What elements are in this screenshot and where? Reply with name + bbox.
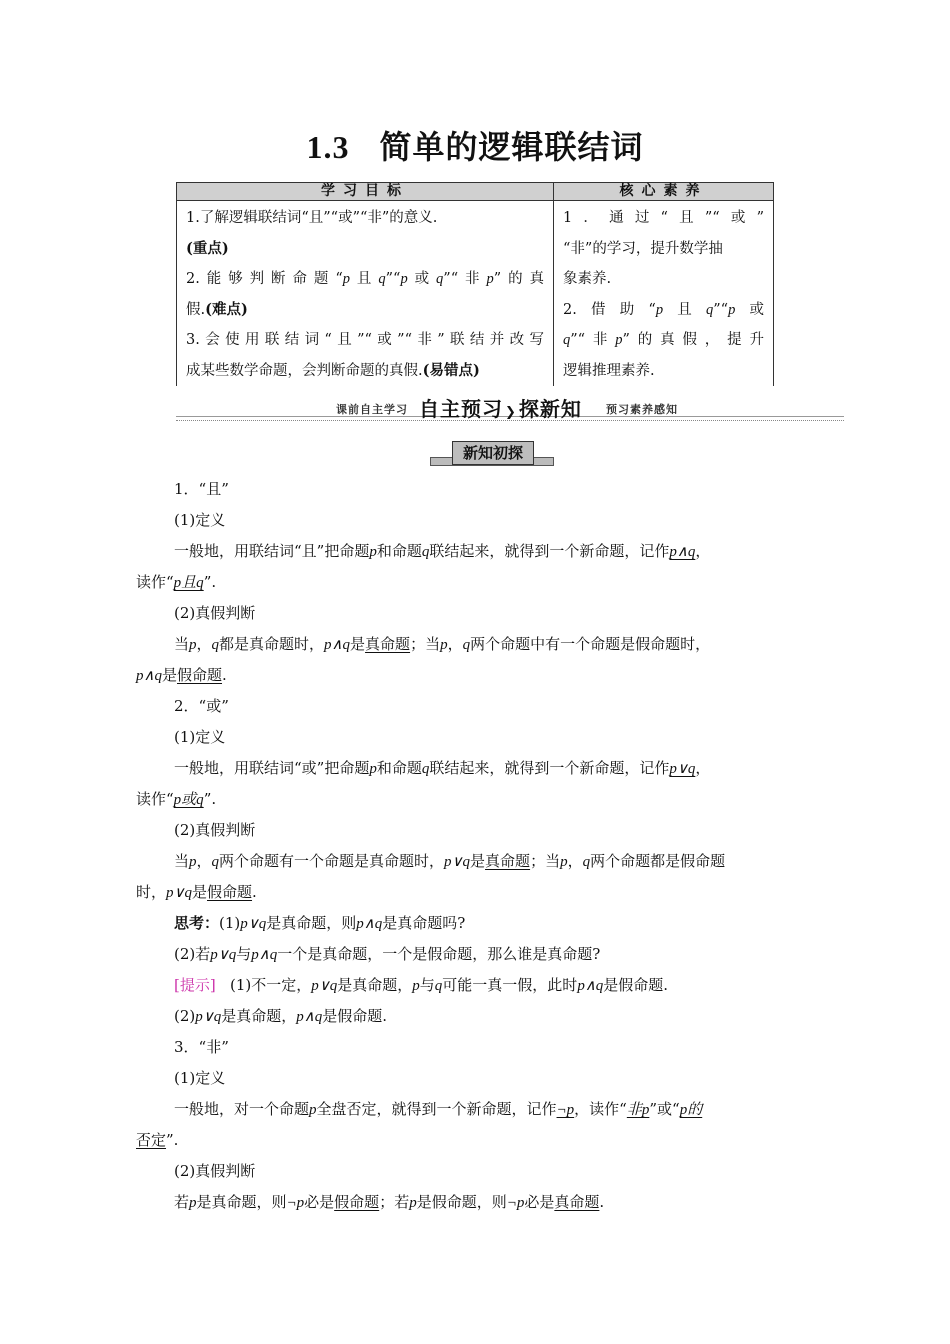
- s3-tf-text: 若p是真命题，则¬p必是假命题；若p是假命题，则¬p必是真命题.: [174, 1193, 605, 1211]
- learning-goals-cell: 1.了解逻辑联结词“且”“或”“非”的意义. (重点) 2.能够判断命题“p且q”“p或q”“非p”的真 假.(难点) 3.会使用联结词“且”“或”“非”联结并改写 成某些数学命题，会判断命题的真假.(易错点): [177, 201, 554, 387]
- s1-tf-heading: (2)真假判断: [174, 604, 256, 622]
- s3-def-text: 一般地，对一个命题p全盘否定，就得到一个新命题，记作¬p，读作“非p”或“p的: [174, 1100, 703, 1118]
- goal-2: 2.能够判断命题“p且q”“p或q”“非p”的真: [186, 271, 545, 287]
- literacy-1: 1．通过“且”“或”: [563, 210, 764, 226]
- s3-def-text-2: 否定”.: [136, 1131, 179, 1149]
- think-question-2: (2)若p∨q与p∧q一个是真命题，一个是假命题，那么谁是真命题?: [174, 945, 601, 963]
- s2-def-text: 一般地，用联结词“或”把命题p和命题q联结起来，就得到一个新命题，记作p∨q，: [174, 759, 711, 777]
- s2-tf-text: 当p，q两个命题有一个命题是真命题时，p∨q是真命题；当p，q两个命题都是假命题: [174, 852, 726, 870]
- s2-def-heading: (1)定义: [174, 728, 226, 746]
- goal-1: 1.了解逻辑联结词“且”“或”“非”的意义.: [186, 210, 438, 226]
- s1-def-heading: (1)定义: [174, 511, 226, 529]
- s3-title: 3．“非”: [174, 1038, 229, 1056]
- arrow-icon: ❯: [505, 405, 517, 420]
- core-literacy-cell: 1．通过“且”“或” “非”的学习，提升数学抽 象素养. 2.借助“p且q”“p或 q”“非p”的真假，提升 逻辑推理素养.: [554, 201, 774, 387]
- think-question-1: 思考：(1)p∨q是真命题，则p∧q是真命题吗?: [174, 914, 466, 932]
- s1-title: 1．“且”: [174, 480, 229, 498]
- goal-3: 3.会使用联结词“且”“或”“非”联结并改写: [186, 332, 544, 348]
- goal-3-tag: (易错点): [422, 361, 480, 379]
- s2-tf-heading: (2)真假判断: [174, 821, 256, 839]
- page-title: [0, 122, 950, 168]
- literacy-2: 2.借助“p且q”“p或: [563, 301, 765, 318]
- header-core-literacy: 核心素养: [554, 183, 774, 201]
- s3-def-heading: (1)定义: [174, 1069, 226, 1087]
- goal-1-tag: (重点): [186, 239, 229, 257]
- s1-tf-text-2: p∧q是假命题.: [136, 666, 227, 684]
- hint-label: [提示]: [174, 976, 216, 994]
- s3-tf-heading: (2)真假判断: [174, 1162, 256, 1180]
- section-banner: [176, 392, 844, 422]
- s2-title: 2．“或”: [174, 697, 229, 715]
- s2-read: 读作“p或q”.: [136, 790, 217, 808]
- header-learning-goals: 学习目标: [177, 183, 554, 201]
- goal-2-tag: (难点): [205, 300, 248, 318]
- section-tag: 新知初探: [430, 440, 554, 466]
- section-title: 简单的逻辑联结词: [379, 128, 644, 166]
- banner-left-text: 课前自主学习: [336, 403, 408, 416]
- s1-read: 读作“p且q”.: [136, 573, 217, 591]
- learning-goals-table: [176, 182, 774, 386]
- banner-right-text: 预习素养感知: [606, 403, 678, 416]
- banner-title: 自主预习 ❯ 探新知: [419, 397, 582, 421]
- think-label: 思考：: [174, 914, 220, 932]
- section-number: 1.3: [306, 129, 350, 165]
- s1-tf-text: 当p，q都是真命题时，p∧q是真命题；当p，q两个命题中有一个命题是假命题时，: [174, 635, 711, 653]
- hint-2: (2)p∨q是真命题，p∧q是假命题.: [174, 1007, 388, 1025]
- s1-def-text: 一般地，用联结词“且”把命题p和命题q联结起来，就得到一个新命题，记作p∧q，: [174, 542, 711, 560]
- hint-1: [提示] (1)不一定，p∨q是真命题，p与q可能一真一假，此时p∧q是假命题.: [174, 976, 669, 994]
- s2-tf-text-2: 时，p∨q是假命题.: [136, 883, 257, 901]
